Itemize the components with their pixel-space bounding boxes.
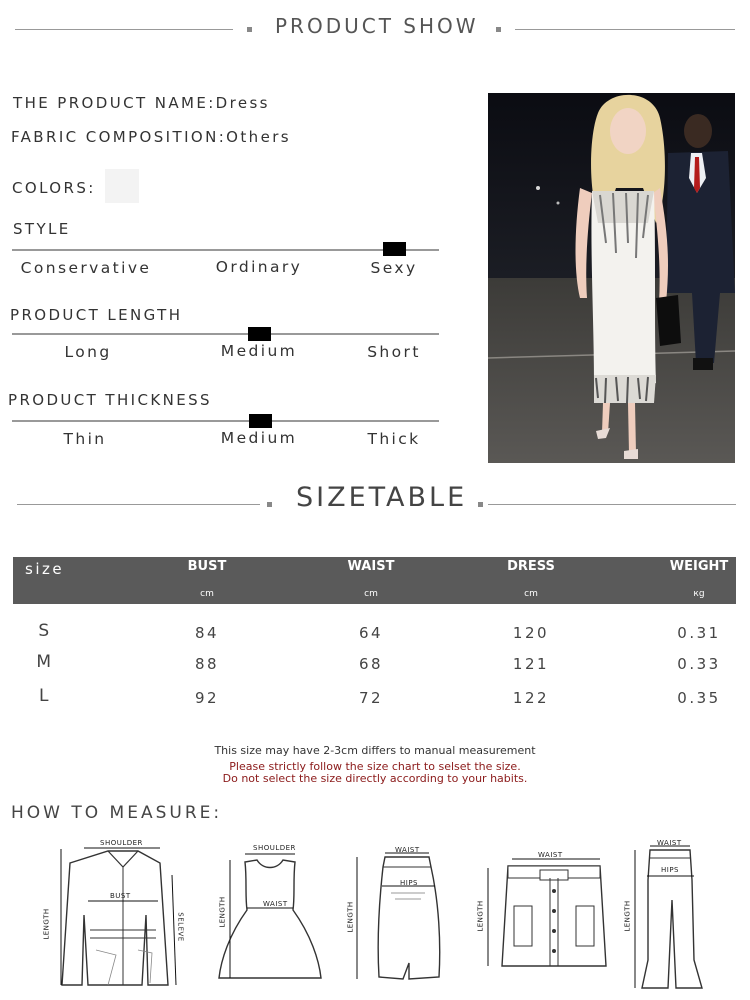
sleeve-label: SELEVE [176,912,185,942]
size-warning-2: Do not select the size directly according to your habits. [222,772,528,785]
style-scale-track [12,249,439,251]
waist-label: WAIST [263,900,288,908]
fabric-composition: FABRIC COMPOSITION:Others [11,128,291,146]
length-scale-track [12,333,439,335]
size-warning-1: Please strictly follow the size chart to selset the size. [229,760,521,773]
style-option-ordinary: Ordinary [215,258,303,276]
thickness-title: PRODUCT THICKNESS [8,391,212,409]
dress-cell: 120 [512,624,550,642]
dress-measure-diagram [215,840,325,990]
waist-label: WAIST [395,846,420,854]
dress-cell: 122 [512,689,550,707]
style-title: STYLE [13,220,71,238]
color-swatch [105,169,139,203]
measurement-note: This size may have 2-3cm differs to manual measurement [214,744,536,757]
jacket-measure-diagram [42,835,198,995]
size-header-label: size [25,560,65,578]
thickness-selected-marker [249,414,272,428]
bust-label: BUST [110,892,131,900]
waist-label: WAIST [657,839,682,847]
waist-cell: 72 [358,689,384,707]
waist-cell: 64 [358,624,384,642]
bust-cell: 92 [194,689,220,707]
style-selected-marker [383,242,406,256]
bust-header: BUST [187,559,227,574]
sizetable-title: SIZETABLE [296,482,468,513]
sizetable-divider-right [488,504,736,505]
size-cell: S [38,621,52,641]
dress-header: DRESS [507,559,555,574]
divider-square-left [247,27,252,32]
weight-cell: 0.33 [677,655,721,673]
product-show-title: PRODUCT SHOW [275,14,479,38]
waist-label: WAIST [538,851,563,859]
weight-unit: кg [693,589,705,599]
pants-measure-diagram [620,840,725,992]
hips-label: HIPS [661,866,679,874]
sizetable-divider-left [17,504,260,505]
product-name: THE PRODUCT NAME:Dress [13,94,270,112]
shoulder-label: SHOULDER [100,839,143,847]
length-label: LENGTH [623,900,632,932]
hips-label: HIPS [400,879,418,887]
waist-header: WAIST [347,559,395,574]
dress-cell: 121 [512,655,550,673]
length-label: LENGTH [346,901,355,933]
bust-unit: cm [200,589,214,599]
length-label: LENGTH [476,900,485,932]
length-label: LENGTH [218,896,227,928]
bust-cell: 88 [194,655,220,673]
colors-label: COLORS: [12,179,96,197]
product-photo [488,93,735,463]
dress-unit: cm [524,589,538,599]
sizetable-square-right [478,502,483,507]
length-option-medium: Medium [220,342,298,360]
weight-header: WEIGHT [669,559,729,574]
divider-right [515,29,735,30]
thickness-option-medium: Medium [220,429,298,447]
divider-square-right [496,27,501,32]
size-cell: M [36,652,54,672]
how-to-measure-title: HOW TO MEASURE: [11,803,223,823]
style-option-sexy: Sexy [370,259,418,277]
denim-skirt-measure-diagram [478,846,618,976]
weight-cell: 0.35 [677,689,721,707]
thickness-option-thin: Thin [63,430,107,448]
waist-unit: cm [364,589,378,599]
skirt-measure-diagram [345,843,455,993]
length-option-long: Long [64,343,112,361]
length-label: LENGTH [42,908,51,940]
weight-cell: 0.31 [677,624,721,642]
style-option-conservative: Conservative [20,259,152,277]
length-selected-marker [248,327,271,341]
product-show-header [0,0,750,60]
waist-cell: 68 [358,655,384,673]
bust-cell: 84 [194,624,220,642]
shoulder-label: SHOULDER [253,844,296,852]
length-title: PRODUCT LENGTH [10,306,183,324]
thickness-scale-track [12,420,439,422]
divider-left [15,29,233,30]
size-cell: L [39,686,51,706]
length-option-short: Short [367,343,421,361]
sizetable-square-left [267,502,272,507]
thickness-option-thick: Thick [367,430,421,448]
